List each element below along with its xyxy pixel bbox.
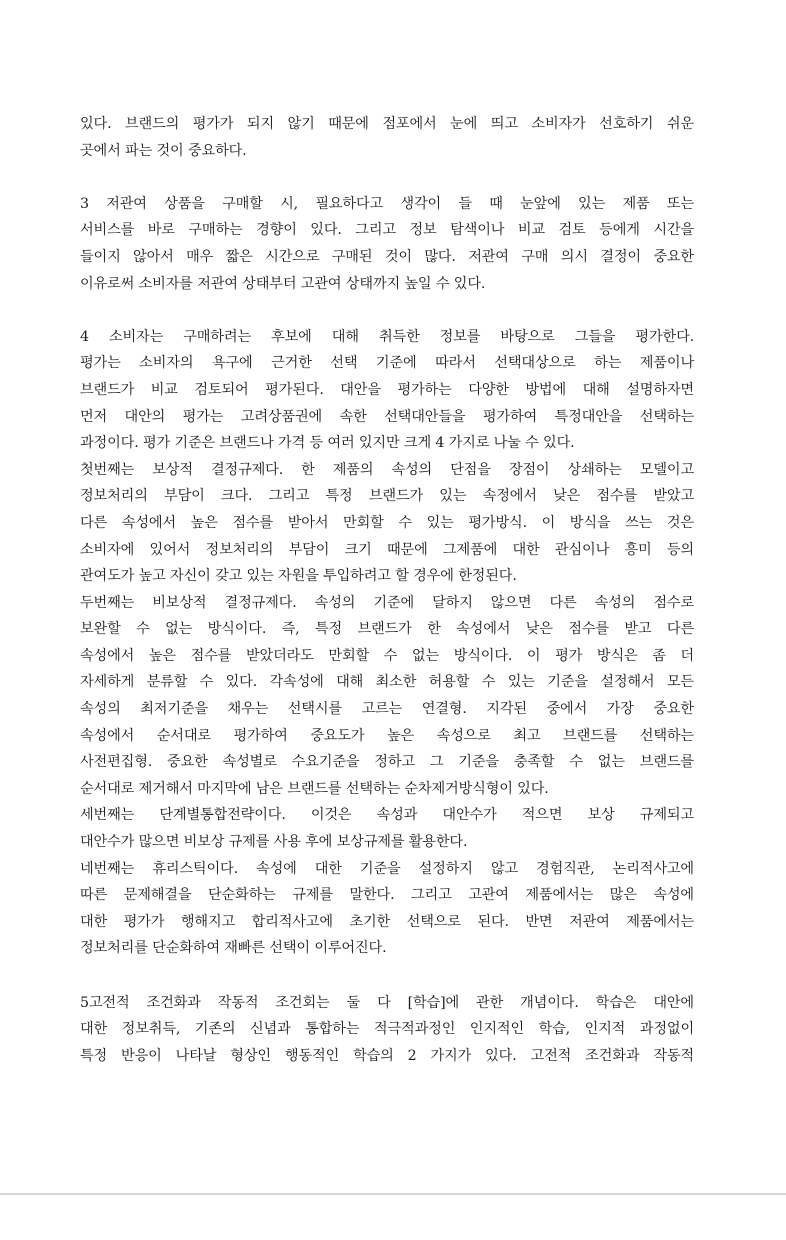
text-line: 따른 문제해결을 단순화하는 규제를 말한다. 그리고 고관여 제품에서는 많은 속성에: [80, 887, 694, 904]
text-line: 과정이다. 평가 기준은 브랜드나 가격 등 여러 있지만 크게 4 가지로 나눌 수 있다.: [80, 435, 575, 452]
text-line: 있다. 브랜드의 평가가 되지 않기 때문에 점포에서 눈에 띄고 소비자가 선호하기 쉬운: [80, 116, 694, 132]
text-line: 이유로써 소비자를 저관여 상태부터 고관여 상태까지 높일 수 있다.: [80, 275, 486, 292]
paragraph-phased-strategy: [80, 802, 694, 855]
text-line: 들이지 않아서 매우 짧은 시간으로 구매된 것이 많다. 저관여 구매 의시 결정이 중요한: [80, 248, 694, 265]
text-line: 다른 속성에서 높은 점수를 받아서 만회할 수 있는 평가방식. 이 방식을 쓰는 것은: [80, 514, 694, 531]
text-line: 속성에서 높은 점수를 받았더라도 만회할 수 없는 방식이다. 이 평가 방식은 좀 더: [80, 647, 694, 664]
text-line: 소비자에 있어서 정보처리의 부담이 크기 때문에 그제품에 대한 관심이나 흥미 등의: [80, 541, 694, 558]
text-line: 첫번째는 보상적 결정규제다. 한 제품의 속성의 단점을 장점이 상쇄하는 모델이고: [80, 461, 694, 478]
text-line: 관여도가 높고 자신이 갖고 있는 자원을 투입하려고 할 경우에 한정된다.: [80, 568, 517, 585]
text-line: 네번째는 휴리스틱이다. 속성에 대한 기준을 설정하지 않고 경험직관, 논리적사고에: [80, 860, 694, 877]
paragraph-brand-evaluation: [80, 111, 694, 164]
text-line: 자세하게 분류할 수 있다. 각속성에 대해 최소한 허용할 수 있는 기준을 설정해서 모든: [80, 674, 694, 691]
text-line: 특정 반응이 나타날 형상인 행동적인 학습의 2 가지가 있다. 고전적 조건화과 작동적: [80, 1047, 694, 1064]
paragraph-spacer: [80, 164, 694, 191]
text-line: 대안수가 많으면 비보상 규제를 사용 후에 보상규제를 활용한다.: [80, 834, 468, 851]
paragraph-spacer: [80, 962, 694, 990]
text-line: 대한 정보취득, 기존의 신념과 통합하는 적극적과정인 인지적인 학습, 인지적 과정없이: [80, 1021, 694, 1038]
page-bottom-divider: [0, 1193, 786, 1195]
text-line: 세번째는 단계별통합전략이다. 이것은 속성과 대안수가 적으면 보상 규제되고: [80, 807, 694, 824]
text-line: 보완할 수 없는 방식이다. 즉, 특정 브랜드가 한 속성에서 낮은 점수를 받고 다른: [80, 621, 694, 638]
text-line: 두번째는 비보상적 결정규제다. 속성의 기준에 달하지 않으면 다른 속성의 점수로: [80, 594, 694, 611]
text-line: 곳에서 파는 것이 중요하다.: [80, 142, 247, 159]
paragraph-conditioning: [80, 990, 694, 1070]
text-line: 사전편집형. 중요한 속성별로 수요기준을 정하고 그 기준을 충족할 수 없는 브랜드를: [80, 754, 694, 771]
paragraph-noncompensatory-rule: [80, 590, 694, 803]
paragraph-spacer: [80, 297, 694, 324]
text-line: 속성에서 순서대로 평가하여 중요도가 높은 속성으로 최고 브랜드를 선택하는: [80, 727, 694, 744]
text-line: 서비스를 바로 구매하는 경향이 있다. 그리고 정보 탐색이나 비교 검토 등에게 시간을: [80, 222, 694, 239]
text-line: 순서대로 제거해서 마지막에 남은 브랜드를 선택하는 순차제거방식형이 있다.: [80, 780, 549, 797]
paragraph-low-involvement: [80, 191, 694, 297]
text-line: 평가는 소비자의 욕구에 근거한 선택 기준에 따라서 선택대상으로 하는 제품이나: [80, 355, 694, 372]
text-line: 먼저 대안의 평가는 고려상품권에 속한 선택대안들을 평가하여 특정대안을 선택하는: [80, 408, 694, 425]
paragraph-compensatory-rule: [80, 457, 694, 590]
text-line: 4 소비자는 구매하려는 후보에 대해 취득한 정보를 바탕으로 그들을 평가한다.: [80, 328, 694, 345]
text-line: 브랜드가 비교 검토되어 평가된다. 대안을 평가하는 다양한 방법에 대해 설명하자면: [80, 381, 694, 398]
text-line: 3 저관여 상품을 구매할 시, 필요하다고 생각이 들 때 눈앞에 있는 제품 또는: [80, 195, 694, 212]
text-line: 정보처리의 부담이 크다. 그리고 특정 브랜드가 있는 속정에서 낮은 점수를 받았고: [80, 488, 694, 505]
paragraph-heuristic: [80, 856, 694, 962]
document-page: [80, 111, 694, 1069]
text-line: 5고전적 조건화과 작동적 조건회는 둘 다 [학습]에 관한 개념이다. 학습은 대안에: [80, 994, 694, 1011]
text-line: 대한 평가가 행해지고 합리적사고에 초기한 선택으로 된다. 반면 저관여 제품에서는: [80, 913, 694, 930]
text-line: 속성의 최저기준을 채우는 선택시를 고르는 연결형. 지각된 중에서 가장 중요한: [80, 701, 694, 718]
paragraph-alternative-evaluation: [80, 324, 694, 457]
text-line: 정보처리를 단순화하여 재빠른 선택이 이루어진다.: [80, 940, 387, 957]
